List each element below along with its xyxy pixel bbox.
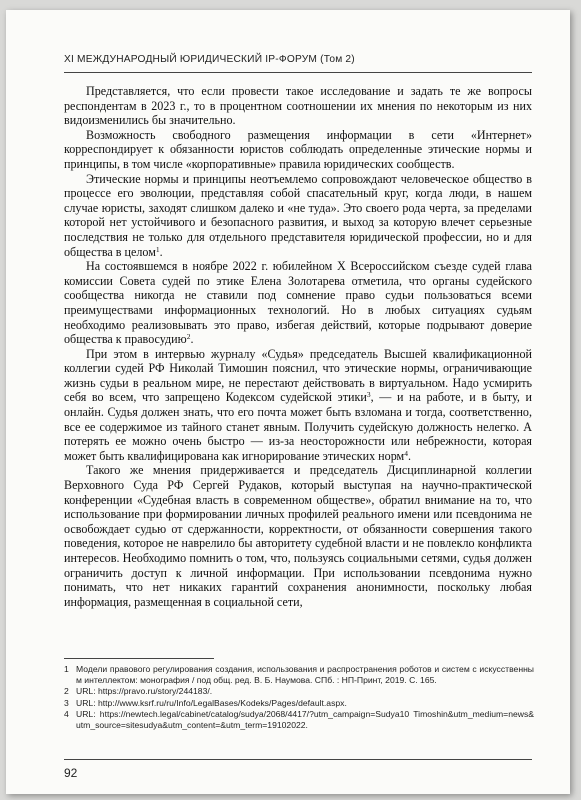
footnote-3 [64, 698, 534, 709]
paragraph-3: Этические нормы и принципы неотъемлемо сопровождают человеческое общество в процессе его эволюции, представляя собой спасательный круг, когда люди, в нашем случае юристы, заходят слишком далеко и «не туда». Это своего рода черта, за пределами которой нет устойчивого и безопасного развития, и выход за которую влечет серьезные последствия не только для отдельного представителя юридической профессии, но и для общества в целом$^1$. [64, 171, 532, 259]
main-text [64, 84, 532, 609]
paragraph-1: Представляется, что если провести такое исследование и задать те же вопросы респондентам в 2023 г., то в процентном соотношении их мнения по некоторым из них видоизменились бы значительно. [64, 84, 532, 128]
page-number: 92 [64, 766, 78, 780]
paragraph-5: При этом в интервью журналу «Судья» председатель Высшей квалификационной коллегии судей РФ Николай Тимошин пояснил, что этические нормы, ограничивающие жизнь судьи в реальном мире, не перестают действовать в виртуальном. Надо усмирить себя во всем, что запрещено Кодексом судейской этики$^3$, — и на работе, и в быту, и онлайн. Судья должен знать, что его почта может быть взломана и тогда, соответственно, все ее содержимое из тайного станет явным. Получить судейскую должность нелегко. А потерять ее можно очень быстро — из-за неосторожности или небрежности, которая может быть квалифицирована как игнорирование этических норм$^4$. [64, 346, 533, 463]
footnote-divider [64, 658, 214, 659]
footnote-1 [64, 664, 534, 686]
running-header: XI МЕЖДУНАРОДНЫЙ ЮРИДИЧЕСКИЙ IP-ФОРУМ (Том 2) [64, 54, 355, 65]
footnote-number: 1 [64, 664, 69, 674]
footnotes [64, 664, 534, 731]
footnote-4 [64, 709, 534, 731]
paragraph-2: Возможность свободного размещения информации в сети «Интернет» корреспондирует к обязанности юристов соблюдать определенные этические нормы и принципы, в том числе «корпоративные» правила юридических сообществ. [64, 127, 532, 171]
footnote-ref-3[interactable]: 3 [366, 390, 371, 400]
paragraph-6: Такого же мнения придерживается и председатель Дисциплинарной коллегии Верховного Суда РФ Сергей Рудаков, который выступая на научно-практической конференции «Судебная власть в современном обществе», обратил внимание на то, что использование при формировании личных профилей реального имени или псевдонима не освобождает судью от сдержанности, корректности, от обязанности совершения такого поведения, которое не наврелило бы авторитету судебной власти и не повлекло конфликта интересов. Необходимо помнить о том, что, пользуясь социальными сетями, судья должен ограничить доступ к личной информации. При использовании псевдонима нужно понимать, что нет никаких гарантий сохранения анонимности, поскольку любая информация, размещенная в социальной сети, [64, 463, 532, 609]
footnote-text: Модели правового регулирования создания, использования и распространения роботов и систем с искусственным интеллектом: монография / под общ. ред. В. Б. Наумова. СПб. : НП-Принт, 2019. С. 165. [76, 664, 534, 686]
footnote-link[interactable]: URL: http://www.ksrf.ru/ru/Info/LegalBases/Kodeks/Pages/default.aspx. [76, 697, 347, 708]
footer-divider [64, 759, 532, 760]
document-page [6, 10, 570, 794]
footnote-link[interactable]: URL: https://pravo.ru/story/244183/. [76, 686, 213, 697]
footnote-number: 4 [64, 708, 69, 719]
footnote-ref-4[interactable]: 4 [404, 448, 408, 458]
footnote-ref-1[interactable]: 1 [155, 244, 160, 254]
footnote-ref-2[interactable]: 2 [186, 332, 191, 342]
footnote-2 [64, 686, 534, 697]
footnote-link[interactable]: URL: https://newtech.legal/cabinet/catalog/sudya/2068/4417/?utm_campaign=Sudya10 Timoshin&utm_medium=news&utm_source=sitesudya&utm_content=&utm_term=19102022. [76, 708, 534, 731]
footnote-number: 3 [64, 697, 69, 708]
header-divider [64, 72, 532, 73]
paragraph-4: На состоявшемся в ноябре 2022 г. юбилейном X Всероссийском съезде судей глава комиссии Совета судей по этике Елена Золотарева отметила, что органы судейского сообщества никогда не ставили под сомнение право судьи пользоваться всеми преимуществами информационных технологий. Но в любых ситуациях судьям необходимо реализовывать это право, избегая действий, которые подрывают доверие общества к правосудию$^2$. [64, 259, 532, 347]
footnote-number: 2 [64, 686, 69, 697]
